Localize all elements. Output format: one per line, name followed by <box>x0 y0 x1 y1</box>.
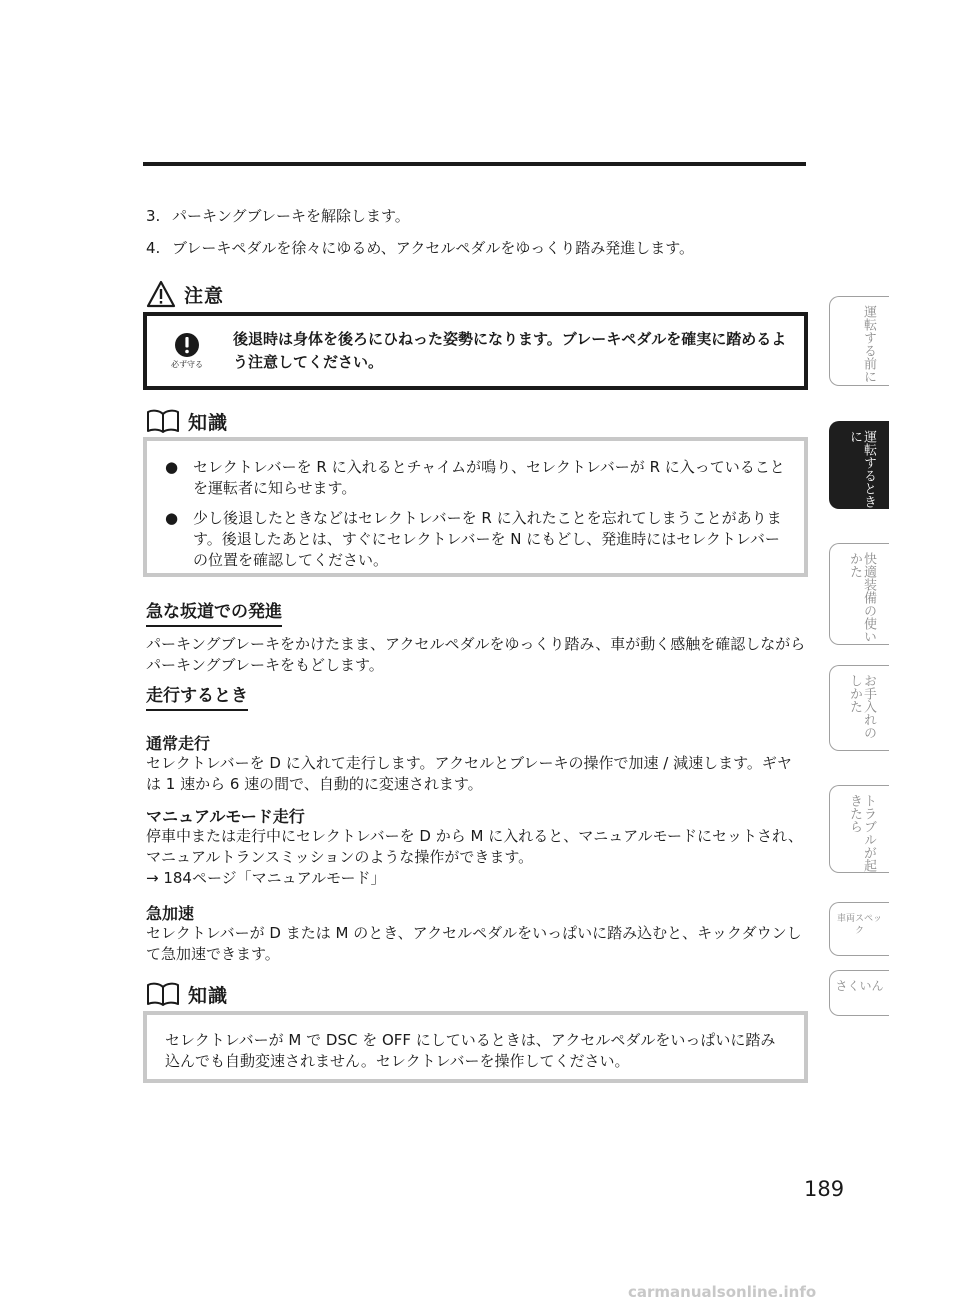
knowledge-title: 知識 <box>188 411 229 434</box>
bullet-icon: ● <box>165 509 179 527</box>
step-number: 4. <box>146 239 161 257</box>
step-3 <box>146 206 410 226</box>
tab-troubleshooting[interactable] <box>829 785 889 873</box>
section-title-driving: 走行するとき <box>146 685 248 711</box>
caution-title: 注意 <box>184 284 225 307</box>
tab-label: 運転する前に <box>861 305 876 383</box>
tab-index[interactable] <box>829 970 889 1016</box>
tab-label: 車両スペック <box>836 914 882 936</box>
open-book-icon <box>146 409 180 433</box>
knowledge-box-1 <box>143 437 808 577</box>
top-rule <box>143 162 806 166</box>
tab-before-driving[interactable] <box>829 296 889 386</box>
manual-mode-reference: → 184ページ「マニュアルモード」 <box>146 869 386 887</box>
tab-label: お手入れのしかた <box>847 674 876 739</box>
list-item: ● セレクトレバーを R に入れるとチャイムが鳴り、セレクトレバーが R に入っていることを運転者に知らせます。 <box>165 458 785 497</box>
manual-mode-text: 停車中または走行中にセレクトレバーを D から M に入れると、マニュアルモードにセットされ、マニュアルトランスミッションのような操作ができます。 <box>146 827 803 866</box>
open-book-icon <box>146 982 180 1006</box>
kickdown-text: セレクトレバーが D または M のとき、アクセルペダルをいっぱいに踏み込むと、キックダウンして急加速できます。 <box>146 924 802 963</box>
watermark: carmanualsonline.info <box>628 1283 817 1301</box>
tab-maintenance[interactable] <box>829 665 889 751</box>
caution-box <box>143 312 808 390</box>
tab-while-driving[interactable] <box>829 421 889 509</box>
section-title-hill-start: 急な坂道での発進 <box>146 601 282 627</box>
hill-start-text: パーキングブレーキをかけたまま、アクセルペダルをゆっくり踏み、車が動く感触を確認しながらパーキングブレーキをもどします。 <box>146 635 806 674</box>
caution-heading <box>146 276 224 312</box>
normal-driving-title: 通常走行 <box>146 734 211 753</box>
tab-comfort-features[interactable] <box>829 543 889 645</box>
knowledge-title: 知識 <box>188 984 229 1007</box>
must-observe-badge <box>159 332 215 370</box>
manual-mode-title: マニュアルモード走行 <box>146 807 305 826</box>
knowledge-box-2 <box>143 1011 808 1083</box>
step-text: ブレーキペダルを徐々にゆるめ、アクセルペダルをゆっくり踏み発進します。 <box>172 239 695 257</box>
exclamation-circle-icon <box>174 332 200 358</box>
knowledge-heading-1 <box>146 403 228 439</box>
knowledge-heading-2 <box>146 976 228 1012</box>
tab-label: 快適装備の使いかた <box>847 552 876 643</box>
step-4 <box>146 238 694 258</box>
page-number: 189 <box>804 1177 845 1201</box>
tab-label: トラブルが起きたら <box>847 794 876 872</box>
normal-driving-text: セレクトレバーを D に入れて走行します。アクセルとブレーキの操作で加速 / 減速します。ギヤは 1 速から 6 速の間で、自動的に変速されます。 <box>146 754 792 793</box>
step-number: 3. <box>146 207 161 225</box>
caution-text: 後退時は身体を後ろにひねった姿勢になります。ブレーキペダルを確実に踏めるよう注意してください。 <box>233 330 787 371</box>
list-item: ● 少し後退したときなどはセレクトレバーを R に入れたことを忘れてしまうことがあります。後退したあとは、すぐにセレクトレバーを N にもどし、発進時にはセレクトレバーの位置を確認してください。 <box>165 509 782 569</box>
tab-label: 運転するときに <box>847 430 876 508</box>
warning-triangle-icon <box>146 280 176 308</box>
bullet-icon: ● <box>165 458 179 476</box>
must-observe-label: 必ず守る <box>171 360 203 369</box>
knowledge-list <box>147 457 804 571</box>
step-text: パーキングブレーキを解除します。 <box>172 207 410 225</box>
tab-label: さくいん <box>835 979 884 993</box>
tab-vehicle-specs[interactable] <box>829 902 889 956</box>
kickdown-title: 急加速 <box>146 904 195 923</box>
knowledge-text: セレクトレバーが M で DSC を OFF にしているときは、アクセルペダルをいっぱいに踏み込んでも自動変速されません。セレクトレバーを操作してください。 <box>165 1031 776 1070</box>
